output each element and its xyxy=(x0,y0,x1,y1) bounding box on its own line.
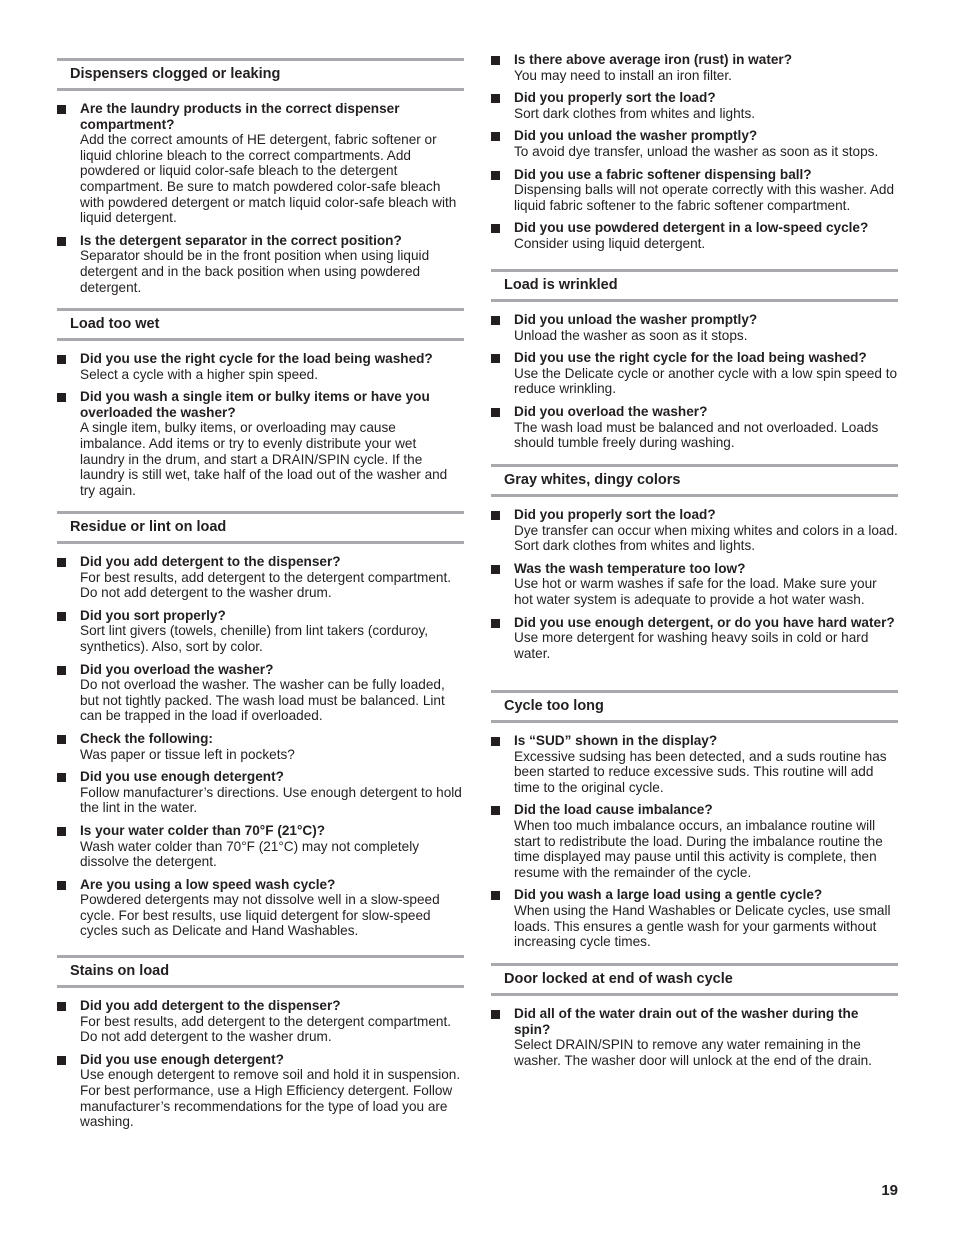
troubleshooting-item xyxy=(491,615,898,662)
section-heading: Load is wrinkled xyxy=(491,269,898,302)
item-answer: Use more detergent for washing heavy soils in cold or hard water. xyxy=(514,630,869,661)
section-heading: Cycle too long xyxy=(491,690,898,723)
troubleshooting-item xyxy=(57,101,464,226)
item-question: Was the wash temperature too low? xyxy=(514,560,746,576)
section-heading: Residue or lint on load xyxy=(57,511,464,544)
item-answer: A single item, bulky items, or overloading may cause imbalance. Add items or try to evenly distribute your wet laundry in the drum, and start a DRAIN/SPIN cycle. If the laundry is still wet, take half of the load out of the washer and try again. xyxy=(80,420,448,498)
item-question: Did you use enough detergent? xyxy=(80,769,284,785)
item-answer: Select a cycle with a higher spin speed. xyxy=(80,366,319,382)
section-continued-items xyxy=(491,52,898,259)
square-bullet-icon xyxy=(491,224,500,233)
troubleshooting-item xyxy=(491,167,898,214)
square-bullet-icon xyxy=(57,237,66,246)
square-bullet-icon xyxy=(57,1056,66,1065)
troubleshooting-item xyxy=(491,561,898,608)
item-list xyxy=(491,312,898,451)
item-answer: Consider using liquid detergent. xyxy=(514,235,706,251)
square-bullet-icon xyxy=(57,773,66,782)
item-question: Did you overload the washer? xyxy=(514,403,708,419)
item-answer: Use hot or warm washes if safe for the load. Make sure your hot water system is adequate to provide a hot water wash. xyxy=(514,576,877,607)
troubleshooting-item xyxy=(491,404,898,451)
troubleshooting-item xyxy=(57,998,464,1045)
troubleshooting-item xyxy=(57,608,464,655)
troubleshooting-item xyxy=(57,877,464,939)
section-dispensers-clogged-or-leaking xyxy=(57,58,464,302)
item-question: Are the laundry products in the correct dispenser compartment? xyxy=(80,101,400,132)
item-answer: Excessive sudsing has been detected, and a suds routine has been started to reduce excessive suds. This routine will add time to the original cycle. xyxy=(514,748,887,795)
item-list xyxy=(57,554,464,939)
item-question: Did you use powdered detergent in a low-speed cycle? xyxy=(514,220,869,236)
troubleshooting-item xyxy=(491,220,898,251)
section-heading: Dispensers clogged or leaking xyxy=(57,58,464,91)
item-answer: Dye transfer can occur when mixing whites and colors in a load. Sort dark clothes from whites and lights. xyxy=(514,522,898,554)
item-question: Did you overload the washer? xyxy=(80,661,274,677)
item-answer: Dispensing balls will not operate correctly with this washer. Add liquid fabric softener to the fabric softener compartment. xyxy=(514,182,895,213)
item-answer: Add the correct amounts of HE detergent, fabric softener or liquid chlorine bleach to the correct compartments. Add powdered or liquid color-safe bleach to the detergent compartment. Be sure to match powdered color-safe bleach with powdered detergent or match liquid color-safe bleach with liquid detergent. xyxy=(80,132,457,226)
troubleshooting-item xyxy=(491,312,898,343)
item-answer: Sort lint givers (towels, chenille) from lint takers (corduroy, synthetics). Also, sort by color. xyxy=(80,623,429,654)
item-list xyxy=(491,507,898,661)
square-bullet-icon xyxy=(57,1002,66,1011)
item-answer: Was paper or tissue left in pockets? xyxy=(80,746,295,762)
section-heading: Gray whites, dingy colors xyxy=(491,464,898,497)
section-heading: Door locked at end of wash cycle xyxy=(491,963,898,996)
section-gray-whites-dingy-colors xyxy=(491,464,898,668)
square-bullet-icon xyxy=(491,511,500,520)
square-bullet-icon xyxy=(491,891,500,900)
troubleshooting-item xyxy=(57,823,464,870)
item-question: Is there above average iron (rust) in water? xyxy=(514,52,793,67)
troubleshooting-item xyxy=(491,507,898,554)
square-bullet-icon xyxy=(57,612,66,621)
troubleshooting-item xyxy=(57,731,464,762)
item-list xyxy=(491,1006,898,1068)
item-question: Did you use enough detergent? xyxy=(80,1051,284,1067)
square-bullet-icon xyxy=(491,565,500,574)
page-number: 19 xyxy=(881,1182,898,1199)
square-bullet-icon xyxy=(57,355,66,364)
square-bullet-icon xyxy=(491,316,500,325)
item-question: Did you wash a single item or bulky items or have you overloaded the washer? xyxy=(80,389,430,420)
item-list xyxy=(491,733,898,950)
item-answer: Separator should be in the front position when using liquid detergent and in the back position when using powdered detergent. xyxy=(80,248,430,295)
item-question: Did you add detergent to the dispenser? xyxy=(80,554,341,569)
item-answer: Powdered detergents may not dissolve well in a slow-speed cycle. For best results, use liquid detergent for slow-speed cycles such as Delicate and Hand Washables. xyxy=(80,892,440,939)
item-answer: You may need to install an iron filter. xyxy=(514,67,732,83)
item-answer: For best results, add detergent to the detergent compartment. Do not add detergent to the washer drum. xyxy=(80,1013,452,1045)
item-question: Check the following: xyxy=(80,730,213,746)
item-question: Did you use a fabric softener dispensing ball? xyxy=(514,166,812,182)
troubleshooting-item xyxy=(57,554,464,601)
square-bullet-icon xyxy=(491,806,500,815)
troubleshooting-item xyxy=(491,733,898,795)
troubleshooting-item xyxy=(491,90,898,121)
square-bullet-icon xyxy=(491,56,500,65)
troubleshooting-item xyxy=(491,52,898,83)
section-door-locked-at-end-of-wash-cycle xyxy=(491,963,898,1075)
item-list xyxy=(57,998,464,1130)
square-bullet-icon xyxy=(57,735,66,744)
item-question: Did you use enough detergent, or do you have hard water? xyxy=(514,614,895,630)
item-question: Is the detergent separator in the correct position? xyxy=(80,232,402,248)
item-question: Did you add detergent to the dispenser? xyxy=(80,998,341,1013)
item-answer: The wash load must be balanced and not overloaded. Loads should tumble freely during washing. xyxy=(514,419,879,451)
item-question: Is your water colder than 70°F (21°C)? xyxy=(80,822,326,838)
square-bullet-icon xyxy=(491,408,500,417)
section-residue-or-lint-on-load xyxy=(57,511,464,946)
item-question: Is “SUD” shown in the display? xyxy=(514,733,718,748)
item-question: Did you properly sort the load? xyxy=(514,90,716,106)
item-answer: For best results, add detergent to the detergent compartment. Do not add detergent to the washer drum. xyxy=(80,569,452,601)
square-bullet-icon xyxy=(491,171,500,180)
item-answer: When using the Hand Washables or Delicate cycles, use small loads. This ensures a gentle wash for your garments without increasing cycle times. xyxy=(514,902,891,950)
square-bullet-icon xyxy=(57,558,66,567)
item-answer: Unload the washer as soon as it stops. xyxy=(514,327,748,343)
troubleshooting-item xyxy=(57,233,464,295)
square-bullet-icon xyxy=(57,393,66,402)
troubleshooting-item xyxy=(57,1052,464,1130)
item-answer: Use enough detergent to remove soil and hold it in suspension. For best performance, use a High Efficiency detergent. Follow manufacturer’s recommendations for the type of load you are washing. xyxy=(80,1067,461,1130)
item-question: Did you use the right cycle for the load being washed? xyxy=(514,350,867,366)
troubleshooting-item xyxy=(491,128,898,159)
item-answer: Sort dark clothes from whites and lights. xyxy=(514,105,756,121)
item-question: Did you unload the washer promptly? xyxy=(514,128,758,144)
square-bullet-icon xyxy=(491,619,500,628)
item-answer: Do not overload the washer. The washer can be fully loaded, but not tightly packed. The wash load must be balanced. Lint can be trapped in the load if overloaded. xyxy=(80,677,445,724)
item-question: Did you unload the washer promptly? xyxy=(514,312,758,327)
troubleshooting-item xyxy=(491,802,898,880)
item-answer: Use the Delicate cycle or another cycle with a low spin speed to reduce wrinkling. xyxy=(514,365,898,397)
square-bullet-icon xyxy=(57,105,66,114)
troubleshooting-item xyxy=(491,1006,898,1068)
section-load-is-wrinkled xyxy=(491,269,898,458)
item-answer: To avoid dye transfer, unload the washer as soon as it stops. xyxy=(514,143,879,159)
troubleshooting-item xyxy=(491,887,898,949)
square-bullet-icon xyxy=(491,737,500,746)
item-list xyxy=(491,52,898,252)
section-load-too-wet xyxy=(57,308,464,505)
square-bullet-icon xyxy=(57,827,66,836)
item-question: Did you use the right cycle for the load being washed? xyxy=(80,351,433,366)
item-answer: Wash water colder than 70°F (21°C) may not completely dissolve the detergent. xyxy=(80,838,420,870)
troubleshooting-item xyxy=(57,389,464,498)
item-answer: Select DRAIN/SPIN to remove any water remaining in the washer. The washer door will unlock at the end of the drain. xyxy=(514,1037,872,1068)
square-bullet-icon xyxy=(491,94,500,103)
section-heading: Load too wet xyxy=(57,308,464,341)
square-bullet-icon xyxy=(491,354,500,363)
square-bullet-icon xyxy=(491,132,500,141)
item-question: Did all of the water drain out of the washer during the spin? xyxy=(514,1006,859,1037)
item-question: Did you properly sort the load? xyxy=(514,507,716,522)
item-question: Did you wash a large load using a gentle cycle? xyxy=(514,887,823,903)
section-heading: Stains on load xyxy=(57,955,464,988)
troubleshooting-item xyxy=(491,350,898,397)
item-list xyxy=(57,351,464,498)
troubleshooting-item xyxy=(57,351,464,382)
item-question: Did the load cause imbalance? xyxy=(514,802,713,818)
troubleshooting-item xyxy=(57,662,464,724)
section-stains-on-load xyxy=(57,955,464,1137)
item-list xyxy=(57,101,464,295)
item-question: Did you sort properly? xyxy=(80,607,226,623)
square-bullet-icon xyxy=(57,666,66,675)
square-bullet-icon xyxy=(57,881,66,890)
section-cycle-too-long xyxy=(491,690,898,957)
troubleshooting-item xyxy=(57,769,464,816)
item-answer: Follow manufacturer’s directions. Use enough detergent to hold the lint in the water. xyxy=(80,784,462,816)
item-question: Are you using a low speed wash cycle? xyxy=(80,876,336,892)
item-answer: When too much imbalance occurs, an imbalance routine will start to redistribute the load. During the imbalance routine the time displayed may pause until this activity is complete, then resume with the remainder of the cycle. xyxy=(514,817,883,880)
square-bullet-icon xyxy=(491,1010,500,1019)
